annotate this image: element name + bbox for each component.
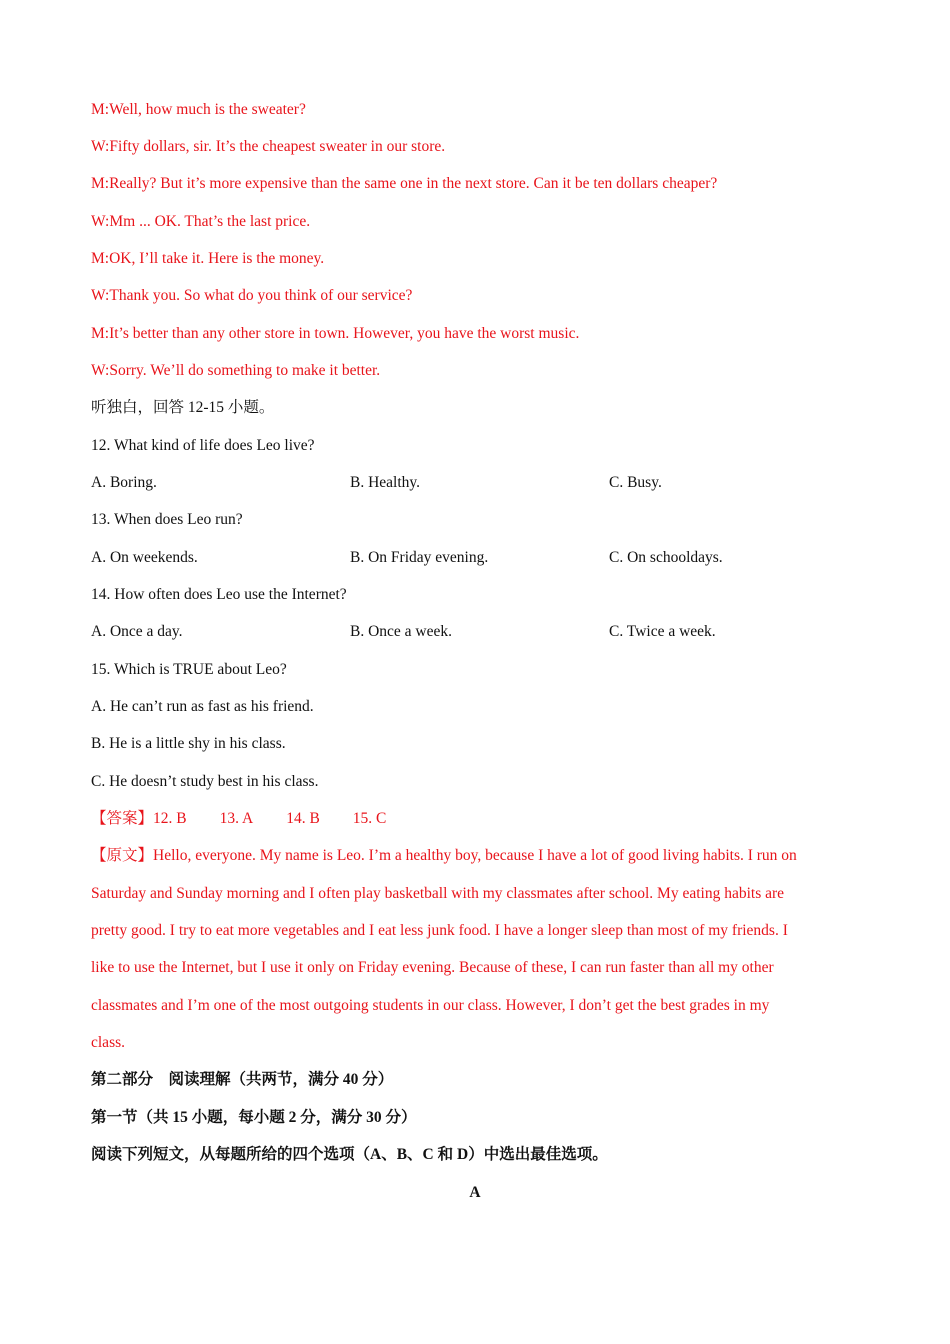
heading-text: 小题，每小题 (187, 1109, 289, 1126)
q12-option-c: C. Busy. (609, 474, 662, 491)
q14-option-b: B. Once a week. (350, 623, 452, 640)
answer-label: 【答案】 (91, 810, 154, 827)
transcript-line: classmates and I’m one of the most outgoing students in our class. However, I don’t get the best grades in my (91, 997, 770, 1014)
answer-item: 12. B (153, 810, 187, 827)
heading-text: 第一节（共 (91, 1109, 173, 1126)
instruction-text: 和 (433, 1146, 458, 1163)
heading-number: 40 (342, 1071, 359, 1088)
question-13: 13. When does Leo run? (91, 511, 243, 528)
q14-option-a: A. Once a day. (91, 623, 183, 640)
transcript-label: 【原文】 (91, 847, 154, 864)
dialogue-line: M:OK, I’ll take it. Here is the money. (91, 250, 325, 267)
transcript-line: pretty good. I try to eat more vegetables and I eat less junk food. I have a longer sleep than most of my friends. I (91, 922, 788, 939)
transcript-text: Hello, everyone. My name is Leo. I’m a healthy boy, because I have a lot of good living habits. I run on (153, 847, 797, 864)
heading-text: 分，满分 (296, 1109, 367, 1126)
reading-instruction (91, 1145, 608, 1165)
heading-text: 第二部分 阅读理解（共两节，满分 (91, 1071, 343, 1088)
q15-option-a: A. He can’t run as fast as his friend. (91, 698, 314, 715)
question-12: 12. What kind of life does Leo live? (91, 437, 315, 454)
q12-option-a: A. Boring. (91, 474, 157, 491)
heading-number: 30 (366, 1109, 382, 1126)
question-14: 14. How often does Leo use the Internet? (91, 586, 347, 603)
dialogue-line: W:Fifty dollars, sir. It’s the cheapest sweater in our store. (91, 138, 446, 155)
instruction-options: A、B、C (370, 1146, 434, 1163)
instruction-text: 阅读下列短文，从每题所给的四个选项（ (91, 1146, 371, 1163)
q13-option-c: C. On schooldays. (609, 549, 723, 566)
dialogue-line: W:Sorry. We’ll do something to make it better. (91, 362, 381, 379)
heading-text: 分） (358, 1071, 394, 1088)
dialogue-line: M:Well, how much is the sweater? (91, 101, 306, 118)
answer-key (91, 809, 386, 829)
section1-heading (91, 1108, 417, 1128)
heading-number: 2 (288, 1109, 297, 1126)
transcript-line: Saturday and Sunday morning and I often play basketball with my classmates after school. My eating habits are (91, 885, 785, 902)
question-15: 15. Which is TRUE about Leo? (91, 661, 287, 678)
transcript-line (91, 846, 797, 866)
transcript-line: like to use the Internet, but I use it only on Friday evening. Because of these, I can run faster than all my other (91, 959, 774, 976)
dialogue-line: W:Mm ... OK. That’s the last price. (91, 213, 311, 230)
answer-item: 14. B (286, 810, 320, 827)
heading-text: 分） (381, 1109, 417, 1126)
q13-option-b: B. On Friday evening. (350, 549, 489, 566)
dialogue-line: M:Really? But it’s more expensive than the same one in the next store. Can it be ten dollars cheaper? (91, 175, 718, 192)
q12-option-b: B. Healthy. (350, 474, 421, 491)
dialogue-line: W:Thank you. So what do you think of our service? (91, 287, 413, 304)
dialogue-line: M:It’s better than any other store in town. However, you have the worst music. (91, 325, 580, 342)
passage-label: A (469, 1184, 481, 1201)
answer-item: 13. A (219, 810, 254, 827)
part2-heading (91, 1070, 393, 1090)
q13-option-a: A. On weekends. (91, 549, 198, 566)
instruction-option-d: D (457, 1146, 469, 1163)
q15-option-b: B. He is a little shy in his class. (91, 735, 286, 752)
q15-option-c: C. He doesn’t study best in his class. (91, 773, 319, 790)
answer-item: 15. C (352, 810, 387, 827)
transcript-line: class. (91, 1034, 126, 1051)
heading-number: 15 (172, 1109, 188, 1126)
monologue-instruction: 听独白，回答 12-15 小题。 (91, 399, 275, 416)
instruction-text: ）中选出最佳选项。 (468, 1146, 608, 1163)
q14-option-c: C. Twice a week. (609, 623, 716, 640)
